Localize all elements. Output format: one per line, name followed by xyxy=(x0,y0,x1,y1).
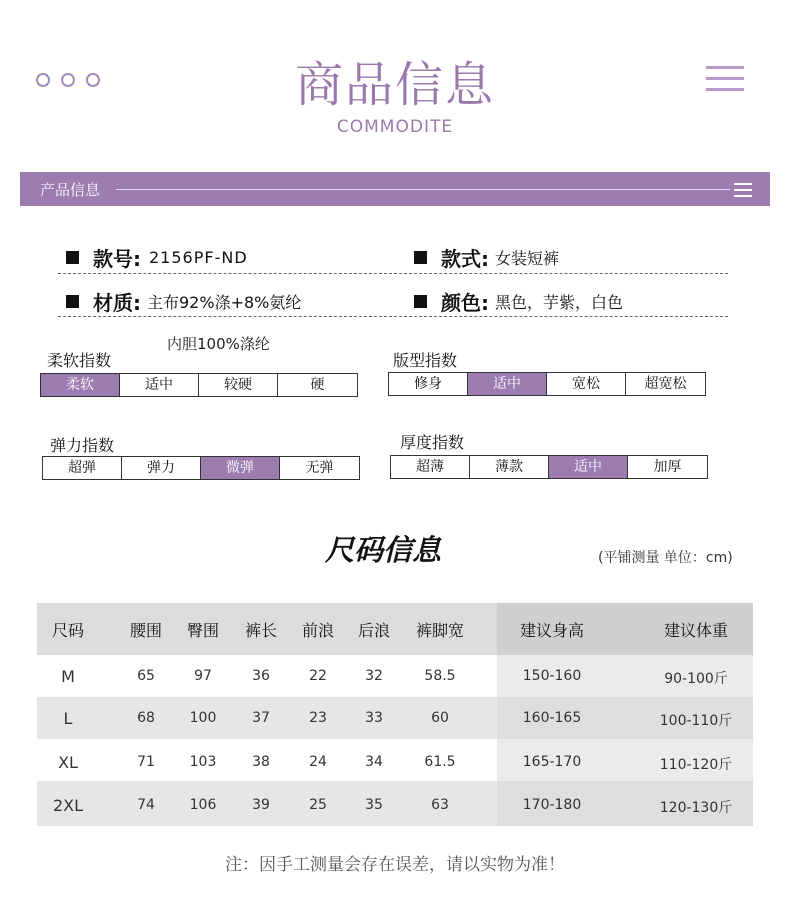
table-cell: 71 xyxy=(137,754,155,770)
table-header-cell: 建议体重 xyxy=(663,621,728,640)
table-cell: 37 xyxy=(252,710,270,726)
table-cell: 24 xyxy=(309,754,327,770)
scale-option: 修身 xyxy=(389,373,468,395)
lining-note: 内胆100%涤纶 xyxy=(167,335,270,353)
table-cell: 100-110斤 xyxy=(659,713,733,729)
table-cell: 22 xyxy=(309,668,327,684)
table-cell: 2XL xyxy=(52,796,84,815)
scale-option: 超弹 xyxy=(43,457,122,479)
table-cell: 90-100斤 xyxy=(664,671,728,687)
table-cell: 63 xyxy=(431,797,449,813)
table-cell: 23 xyxy=(309,710,327,726)
table-header-cell: 建议身高 xyxy=(519,621,584,640)
table-header-cell: 裤长 xyxy=(244,621,277,640)
info-style-no xyxy=(66,243,248,272)
table-cell: 160-165 xyxy=(522,710,582,726)
table-header-cell: 前浪 xyxy=(301,621,334,640)
scale-option: 微弹 xyxy=(201,457,280,479)
scale-option: 超宽松 xyxy=(644,376,687,392)
dashed-divider xyxy=(58,273,728,274)
scale-option: 适中 xyxy=(120,374,199,396)
table-cell: 36 xyxy=(252,668,270,684)
fit-scale xyxy=(388,372,706,396)
table-cell: 32 xyxy=(365,668,383,684)
table-cell: 100 xyxy=(189,710,217,726)
scale-option: 柔软 xyxy=(41,374,120,396)
info-type xyxy=(414,243,559,272)
table-cell: 60 xyxy=(431,710,449,726)
scale-option: 宽松 xyxy=(547,373,626,395)
table-cell: 61.5 xyxy=(424,754,456,770)
table-cell: XL xyxy=(58,753,78,772)
section-bar-label: 产品信息 xyxy=(40,181,101,199)
softness-index-title: 柔软指数 xyxy=(47,351,112,370)
table-cell: 25 xyxy=(309,797,327,813)
table-cell: 65 xyxy=(137,668,155,684)
info-label: 款号: xyxy=(93,247,141,271)
table-cell: 170-180 xyxy=(522,797,582,813)
table-cell: M xyxy=(61,667,75,686)
info-label: 材质: xyxy=(93,291,141,315)
page-title: 商品信息 xyxy=(294,57,495,113)
scale-option: 薄款 xyxy=(470,456,549,478)
table-header-cell: 后浪 xyxy=(357,621,390,640)
info-label: 颜色: xyxy=(441,291,489,315)
table-header-cell: 臀围 xyxy=(186,621,219,640)
softness-scale xyxy=(40,373,358,397)
info-material xyxy=(66,287,301,316)
thickness-index-title: 厚度指数 xyxy=(400,433,465,452)
fit-index-title: 版型指数 xyxy=(393,351,458,370)
table-cell: 33 xyxy=(365,710,383,726)
dashed-divider xyxy=(58,316,728,317)
square-bullet-icon xyxy=(414,251,427,264)
table-cell: 106 xyxy=(189,797,217,813)
square-bullet-icon xyxy=(414,295,427,308)
elasticity-scale xyxy=(42,456,360,480)
thickness-scale xyxy=(390,455,708,479)
table-header-cell: 腰围 xyxy=(129,621,162,640)
table-cell: 97 xyxy=(194,668,212,684)
table-cell: 120-130斤 xyxy=(659,800,733,816)
footer-note: 注：因手工测量会存在误差，请以实物为准！ xyxy=(225,855,565,875)
info-value: 黑色，芋紫，白色 xyxy=(495,293,624,312)
divider xyxy=(116,189,730,190)
scale-option: 较硬 xyxy=(199,374,278,396)
section-bar-product-info xyxy=(20,172,770,206)
size-section-title: 尺码信息 xyxy=(325,533,442,567)
scale-option: 无弹 xyxy=(305,460,334,476)
table-cell: 39 xyxy=(252,797,270,813)
table-cell: 68 xyxy=(137,710,155,726)
scale-option: 硬 xyxy=(310,377,325,393)
table-cell: 165-170 xyxy=(522,754,582,770)
square-bullet-icon xyxy=(66,251,79,264)
info-label: 款式: xyxy=(441,247,489,271)
info-value: 2156PF-ND xyxy=(149,248,248,267)
table-cell: 150-160 xyxy=(522,668,582,684)
unit-note: (平铺测量 单位：cm) xyxy=(598,550,733,566)
table-cell: 110-120斤 xyxy=(659,757,733,773)
page-subtitle: COMMODITE xyxy=(336,117,454,137)
scale-option: 超薄 xyxy=(391,456,470,478)
scale-option: 加厚 xyxy=(653,459,682,475)
scale-option: 适中 xyxy=(468,373,547,395)
info-value: 女装短裤 xyxy=(495,249,560,268)
info-value: 主布92%涤+8%氨纶 xyxy=(147,293,302,312)
table-header-cell: 尺码 xyxy=(51,621,84,640)
table-cell: 38 xyxy=(252,754,270,770)
menu-icon xyxy=(734,183,752,197)
table-cell: 103 xyxy=(189,754,217,770)
elasticity-index-title: 弹力指数 xyxy=(50,436,115,455)
hamburger-icon xyxy=(706,66,744,92)
table-cell: L xyxy=(63,709,73,728)
info-color xyxy=(414,287,623,316)
table-cell: 74 xyxy=(137,797,155,813)
scale-option: 弹力 xyxy=(122,457,201,479)
table-cell: 58.5 xyxy=(424,668,456,684)
table-header-cell: 裤脚宽 xyxy=(415,621,464,640)
square-bullet-icon xyxy=(66,295,79,308)
scale-option: 适中 xyxy=(549,456,628,478)
table-cell: 35 xyxy=(365,797,383,813)
table-cell: 34 xyxy=(365,754,383,770)
